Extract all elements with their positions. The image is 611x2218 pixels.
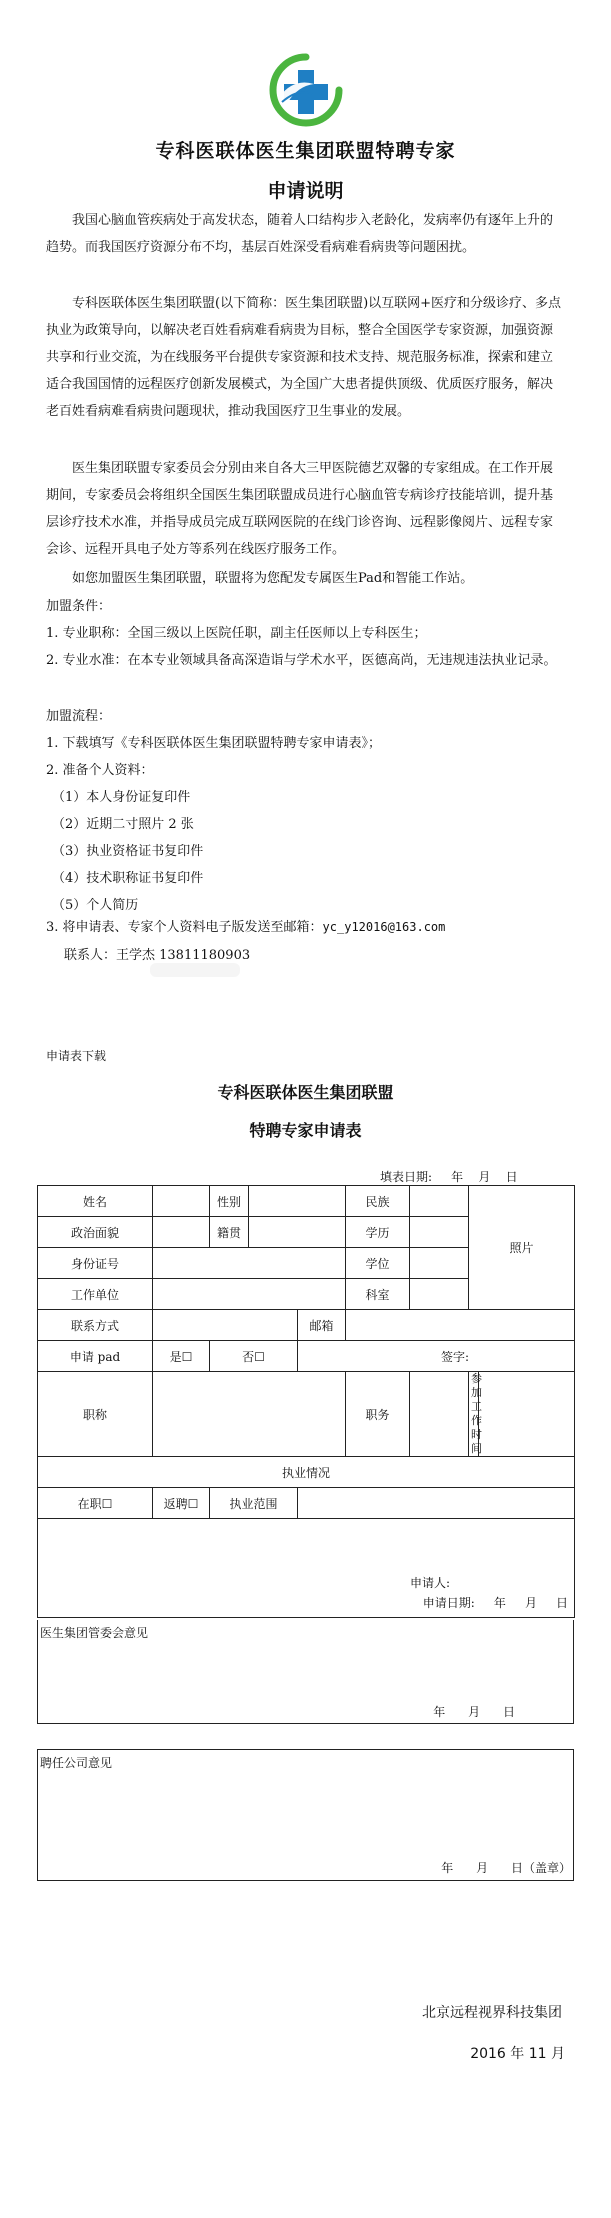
process-heading: 加盟流程：	[46, 709, 112, 724]
rehired-checkbox[interactable]: 返聘☐	[153, 1488, 210, 1519]
input-employer[interactable]	[153, 1279, 346, 1310]
faded-mark	[150, 963, 240, 977]
input-education[interactable]	[410, 1217, 469, 1248]
material-item-4: （4）技术职称证书复印件	[52, 871, 204, 886]
company-opinion-label: 聘任公司意见	[40, 1756, 113, 1770]
apply-date: 申请日期: 年 月 日	[422, 1596, 569, 1610]
label-name: 姓名	[38, 1186, 153, 1217]
form-download-label[interactable]: 申请表下载	[46, 1049, 107, 1063]
condition-2: 2. 专业水准：在本专业领域具备高深造诣与学术水平，医德高尚，无违规违法执业记录。	[46, 653, 557, 668]
medical-cross-logo-icon	[268, 52, 344, 128]
doc-title: 专科医联体医生集团联盟特聘专家	[155, 140, 456, 162]
input-practice-scope[interactable]	[298, 1488, 575, 1519]
label-work-start	[469, 1372, 482, 1457]
input-native[interactable]	[249, 1217, 346, 1248]
process-step-3-text: 3. 将申请表、专家个人资料电子版发送至邮箱：	[46, 920, 323, 935]
label-work-start-2: 作时间	[471, 1414, 482, 1455]
input-ethnicity[interactable]	[410, 1186, 469, 1217]
label-department: 科室	[346, 1279, 410, 1310]
label-employer: 工作单位	[38, 1279, 153, 1310]
on-job-checkbox[interactable]: 在职☐	[38, 1488, 153, 1519]
material-item-5: （5）个人简历	[52, 898, 139, 913]
application-form-table	[37, 1185, 575, 1618]
intro-paragraph-3: 医生集团联盟专家委员会分别由来自各大三甲医院德艺双馨的专家组成。在工作开展期间，专家委员会将组织全国医生集团联盟成员进行心脑血管专病诊疗技能培训，提升基层诊疗技术水准，并指导成员完成互联网医院的在线门诊咨询、远程影像阅片、远程专家会诊、远程开具电子处方等系列在线医疗服务工作。	[46, 461, 554, 557]
label-practice-scope: 执业范围	[210, 1488, 298, 1519]
material-item-3: （3）执业资格证书复印件	[52, 844, 204, 859]
conditions-heading: 加盟条件：	[46, 599, 112, 614]
signature-field[interactable]: 签字:	[298, 1341, 575, 1372]
process-step-2: 2. 准备个人资料：	[46, 763, 154, 778]
committee-opinion-label: 医生集团管委会意见	[40, 1626, 149, 1640]
issuing-organization: 北京远程视界科技集团	[422, 2005, 562, 2021]
pad-no-checkbox[interactable]: 否☐	[210, 1341, 298, 1372]
input-politics[interactable]	[153, 1217, 210, 1248]
label-contact: 联系方式	[38, 1310, 153, 1341]
label-gender: 性别	[210, 1186, 249, 1217]
label-politics: 政治面貌	[38, 1217, 153, 1248]
input-name[interactable]	[153, 1186, 210, 1217]
material-item-2: （2）近期二寸照片 2 张	[52, 817, 194, 832]
email-link[interactable]: yc_y12016@163.com	[322, 920, 446, 934]
intro-paragraph-4: 如您加盟医生集团联盟，联盟将为您配发专属医生Pad和智能工作站。	[72, 571, 474, 586]
process-step-1: 1. 下载填写《专科医联体医生集团联盟特聘专家申请表》；	[46, 736, 382, 751]
process-step-3	[46, 914, 566, 941]
input-degree[interactable]	[410, 1248, 469, 1279]
pad-yes-checkbox[interactable]: 是☐	[153, 1341, 210, 1372]
company-date: 年 月 日（盖章）	[441, 1861, 571, 1875]
intro-paragraph-2: 专科医联体医生集团联盟(以下简称：医生集团联盟)以互联网+医疗和分级诊疗、多点执业为政策导向，以解决老百姓看病难看病贵为目标，整合全国医学专家资源，加强资源共享和行业交流，为在线服务平台提供专家资源和技术支持、规范服务标准，探索和建立适合我国国情的远程医疗创新发展模式，为全国广大患者提供顶级、优质医疗服务，解决老百姓看病难看病贵问题现状，推动我国医疗卫生事业的发展。	[46, 296, 562, 419]
label-position: 职务	[346, 1372, 410, 1457]
label-ethnicity: 民族	[346, 1186, 410, 1217]
practice-status-heading: 执业情况	[38, 1457, 575, 1488]
label-id-number: 身份证号	[38, 1248, 153, 1279]
applicant-section[interactable]	[38, 1519, 575, 1618]
label-degree: 学位	[346, 1248, 410, 1279]
label-education: 学历	[346, 1217, 410, 1248]
photo-cell[interactable]: 照片	[469, 1186, 575, 1310]
input-work-start[interactable]	[479, 1372, 575, 1457]
committee-date: 年 月 日	[433, 1705, 515, 1719]
applicant-label: 申请人:	[409, 1576, 451, 1590]
contact-person: 联系人：王学杰 13811180903	[64, 948, 251, 963]
input-gender[interactable]	[249, 1186, 346, 1217]
intro-paragraph-1: 我国心脑血管疾病处于高发状态，随着人口结构步入老龄化，发病率仍有逐年上升的趋势。而我国医疗资源分布不均，基层百姓深受看病难看病贵等问题困扰。	[46, 213, 554, 255]
issue-date: 2016 年 11 月	[470, 2046, 565, 2062]
material-item-1: （1）本人身份证复印件	[52, 790, 191, 805]
input-mailbox[interactable]	[346, 1310, 575, 1341]
form-subtitle: 特聘专家申请表	[249, 1121, 362, 1140]
form-title: 专科医联体医生集团联盟	[217, 1083, 394, 1102]
committee-opinion-box[interactable]	[37, 1620, 574, 1724]
company-opinion-box[interactable]	[37, 1749, 574, 1881]
doc-subtitle: 申请说明	[267, 180, 344, 202]
fill-date: 填表日期: 年 月 日	[380, 1170, 518, 1184]
input-id-number[interactable]	[153, 1248, 346, 1279]
label-native: 籍贯	[210, 1217, 249, 1248]
label-work-start-1: 参加工	[471, 1372, 482, 1413]
input-department[interactable]	[410, 1279, 469, 1310]
input-contact[interactable]	[153, 1310, 298, 1341]
label-mailbox: 邮箱	[298, 1310, 346, 1341]
condition-1: 1. 专业职称：全国三级以上医院任职，副主任医师以上专科医生；	[46, 626, 427, 641]
label-apply-pad: 申请 pad	[38, 1341, 153, 1372]
input-title-rank[interactable]	[153, 1372, 346, 1457]
input-position[interactable]	[410, 1372, 469, 1457]
label-title-rank: 职称	[38, 1372, 153, 1457]
